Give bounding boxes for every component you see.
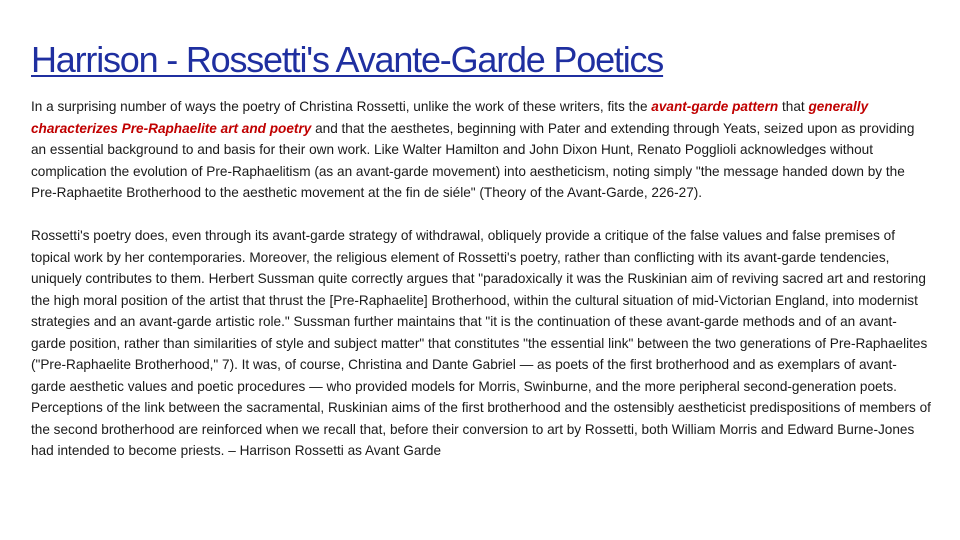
emphasis-avant-garde-pattern: avant-garde pattern xyxy=(651,99,779,114)
slide-body xyxy=(31,96,931,462)
paragraph-1 xyxy=(31,96,931,204)
paragraph-1-text-1: In a surprising number of ways the poetry of Christina Rossetti, unlike the work of these writers, fits the xyxy=(31,99,652,114)
slide-title: Harrison - Rossetti's Avante-Garde Poetics xyxy=(31,39,664,80)
paragraph-1-text-2: that xyxy=(778,99,809,114)
emphasis-pre-raphaelite-art: generally characterizes Pre-Raphaelite art and poetry xyxy=(31,99,869,136)
paragraph-2: Rossetti's poetry does, even through its avant-garde strategy of withdrawal, obliquely provide a critique of the false values and false premises of topical work by her contemporaries. Moreover, the religious element of Rossetti's poetry, rather than conflicting with its avant-garde tendencies, uniquely contributes to them. Herbert Sussman quite correctly argues that "paradoxically it was the Ruskinian aim of reviving sacred art and restoring the high moral position of the artist that thrust the [Pre-Raphaelite] Brotherhood, within the cultural situation of mid-Victorian England, into modernist strategies and an avant-garde artistic role." Sussman further maintains that "it is the continuation of these avant-garde methods and of an avant-garde position, rather than similarities of style and subject matter" that constitutes "the essential link" between the two generations of Pre-Raphaelites ("Pre-Raphaelite Brotherhood," 7). It was, of course, Christina and Dante Gabriel — as poets of the first brotherhood and as exemplars of avant-garde aesthetic values and poetic procedures — who provided models for Morris, Swinburne, and the more peripheral second-generation poets. Perceptions of the link between the sacramental, Ruskinian aims of the first brotherhood and the ostensibly aestheticist predispositions of members of the second brotherhood are reinforced when we recall that, before their conversion to art by Rossetti, both William Morris and Edward Burne-Jones had intended to become priests. – Harrison Rossetti as Avant Garde xyxy=(31,228,931,458)
paragraph-1-text-3: and that the aesthetes, beginning with Pater and extending through Yeats, seized upon as providing an essential background to and basis for their own work. Like Walter Hamilton and John Dixon Hunt, Renato Pogglioli acknowledges without complication the evolution of Pre-Raphaelitism (as an avant-garde movement) into aestheticism, noting simply "the message handed down by the Pre-Raphaetite Brotherhood to the aesthetic movement at the fin de siéle" (Theory of the Avant-Garde, 226-27). xyxy=(31,120,915,200)
